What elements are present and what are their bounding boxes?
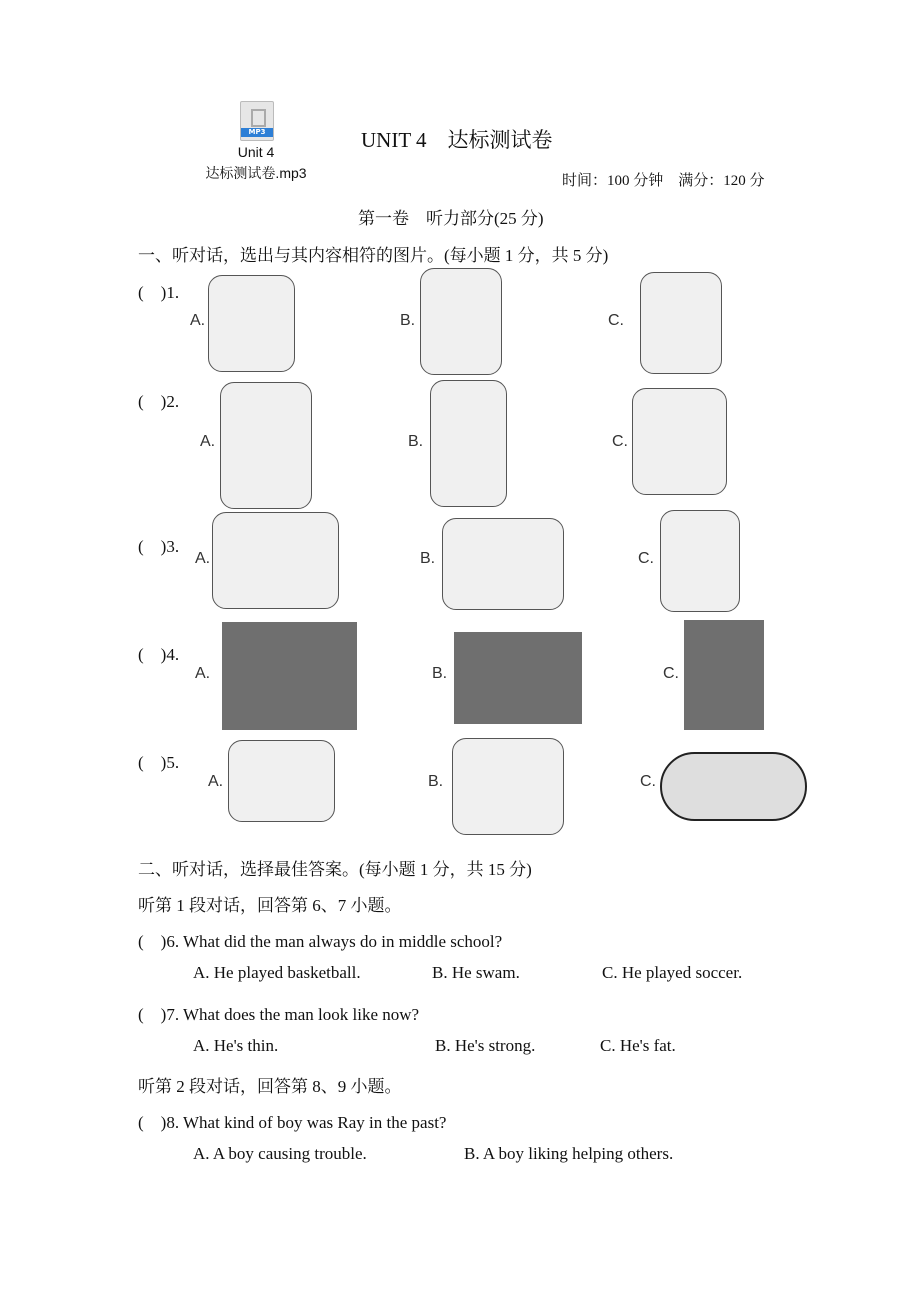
vegetable-basket-picture xyxy=(442,518,564,610)
mp3-file-icon[interactable] xyxy=(240,101,274,141)
section2-heading: 二、听对话，选择最佳答案。(每小题 1 分，共 15 分) xyxy=(138,860,532,879)
film-grid-icon xyxy=(251,109,266,127)
question-2-marker: ( )2. xyxy=(138,392,180,411)
q6-option-a: A. He played basketball. xyxy=(193,963,361,982)
option-label: C. xyxy=(612,433,628,450)
boy-singing-picture xyxy=(220,382,312,509)
curly-haired-woman-picture xyxy=(640,272,722,374)
option-label: C. xyxy=(638,550,654,567)
part-title: 第一卷 听力部分(25 分) xyxy=(358,209,544,228)
attachment-name-line2[interactable]: 达标测试卷.mp3 xyxy=(205,165,307,181)
mp3-badge: MP3 xyxy=(241,128,273,137)
option-label: B. xyxy=(420,550,436,567)
question-3-marker: ( )3. xyxy=(138,537,180,556)
q7-option-c: C. He's fat. xyxy=(600,1036,676,1055)
option-label: C. xyxy=(663,665,679,682)
option-label: A. xyxy=(195,665,211,682)
option-label: B. xyxy=(432,665,448,682)
q7-option-a: A. He's thin. xyxy=(193,1036,279,1055)
q8-option-b: B. A boy liking helping others. xyxy=(464,1144,674,1163)
question-4-marker: ( )4. xyxy=(138,645,180,664)
shrek-movie-poster-picture xyxy=(222,622,357,730)
question-7: ( )7. What does the man look like now? xyxy=(138,1005,420,1024)
exam-meta: 时间：100 分钟 满分：120 分 xyxy=(562,173,765,189)
option-label: A. xyxy=(208,773,224,790)
a-bite-of-china-poster-picture xyxy=(454,632,582,724)
attachment-name-line1[interactable]: Unit 4 xyxy=(237,144,275,160)
french-fries-picture xyxy=(660,510,740,612)
q7-option-b: B. He's strong. xyxy=(435,1036,536,1055)
cloud-picture xyxy=(660,752,807,821)
option-label: C. xyxy=(608,312,624,329)
option-label: A. xyxy=(200,433,216,450)
section1-heading: 一、听对话，选出与其内容相符的图片。(每小题 1 分，共 5 分) xyxy=(138,246,609,265)
girl-drinking-milk-picture xyxy=(208,275,295,372)
q6-option-b: B. He swam. xyxy=(432,963,520,982)
sci-fi-movie-poster-picture xyxy=(684,620,764,730)
option-label: C. xyxy=(640,773,656,790)
option-label: B. xyxy=(408,433,424,450)
option-label: B. xyxy=(400,312,416,329)
option-label: A. xyxy=(195,550,211,567)
girl-with-bag-picture xyxy=(420,268,502,375)
q6-option-c: C. He played soccer. xyxy=(602,963,743,982)
question-8: ( )8. What kind of boy was Ray in the past? xyxy=(138,1113,447,1132)
q8-option-a: A. A boy causing trouble. xyxy=(193,1144,367,1163)
question-5-marker: ( )5. xyxy=(138,753,180,772)
snowman-picture xyxy=(452,738,564,835)
page-title: UNIT 4 达标测试卷 xyxy=(361,128,553,152)
question-1-marker: ( )1. xyxy=(138,283,180,302)
rainy-cloud-picture xyxy=(228,740,335,822)
roast-chicken-picture xyxy=(212,512,339,609)
dialog1-instruction: 听第 1 段对话，回答第 6、7 小题。 xyxy=(138,896,402,915)
boy-playing-basketball-picture xyxy=(430,380,507,507)
dialog2-instruction: 听第 2 段对话，回答第 8、9 小题。 xyxy=(138,1077,402,1096)
child-painting-picture xyxy=(632,388,727,495)
question-6: ( )6. What did the man always do in middle school? xyxy=(138,932,503,951)
option-label: A. xyxy=(190,312,206,329)
option-label: B. xyxy=(428,773,444,790)
